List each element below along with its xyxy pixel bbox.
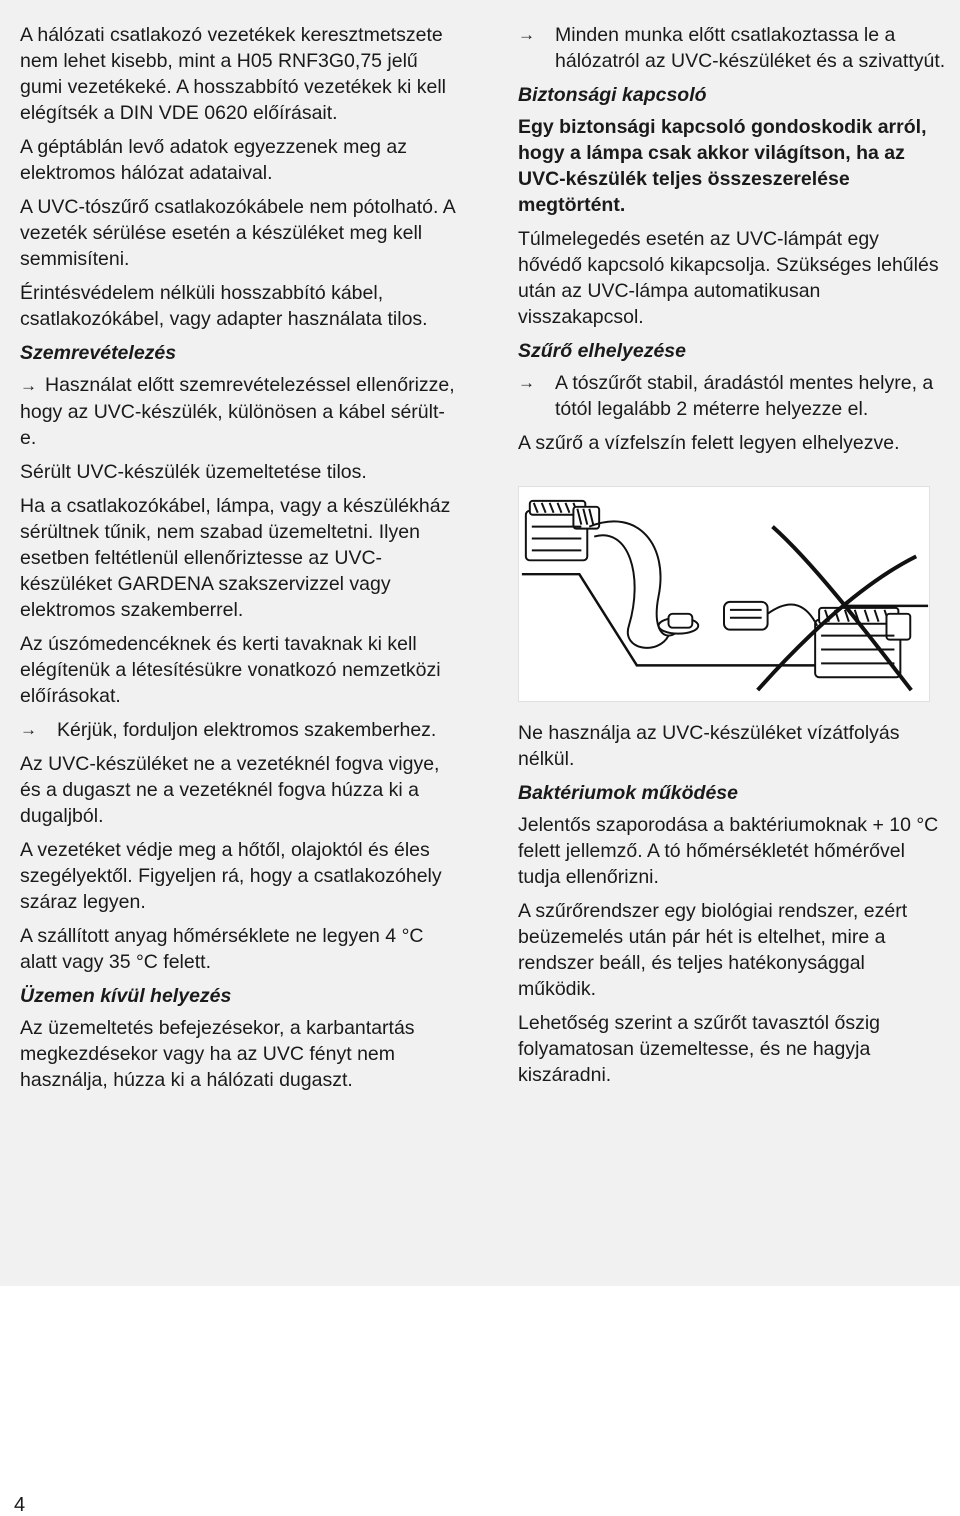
paragraph-safety-switch: Egy biztonsági kapcsoló gondoskodik arról, hogy a lámpa csak akkor világítson, ha az UVC-készülék teljes összeszerelése megtörtént. (518, 116, 927, 216)
heading-visual-inspection: Szemrevételezés (20, 342, 177, 364)
bullet-text: A tószűrőt stabil, áradástól mentes helyre, a tótól legalább 2 méterre helyezze el. (555, 372, 934, 420)
arrow-right-icon: → (518, 25, 535, 44)
paragraph-continuous-operation: Lehetőség szerint a szűrőt tavasztól őszig folyamatosan üzemeltesse, és ne hagyja kiszáradni. (518, 1012, 881, 1086)
filter-placement-drawing (519, 487, 929, 701)
bullet-contact-electrician (20, 717, 460, 743)
paragraph-media-temperature: A szállított anyag hőmérséklete ne legyen 4 °C alatt vagy 35 °C felett. (20, 925, 424, 973)
heading-filter-placement: Szűrő elhelyezése (518, 340, 686, 362)
arrow-right-icon: → (20, 720, 37, 739)
paragraph-cable-not-replaceable: A UVC-tószűrő csatlakozókábele nem pótolható. A vezeték sérülése esetén a készüléket meg kell semmisíteni. (20, 196, 455, 270)
filter-placement-illustration (518, 486, 930, 702)
paragraph-do-not-carry-by-cable: Az UVC-készüléket ne a vezetéknél fogva vigye, és a dugaszt ne a vezetéknél fogva húzza ki a dugaljból. (20, 753, 440, 827)
paragraph-overheat: Túlmelegedés esetén az UVC-lámpát egy hővédő kapcsoló kikapcsolja. Szükséges lehűlés után az UVC-lámpa automatikusan visszakapcsol. (518, 228, 939, 328)
heading-decommissioning: Üzemen kívül helyezés (20, 985, 232, 1007)
right-column (518, 22, 948, 1096)
paragraph-pool-regulations: Az úszómedencéknek és kerti tavaknak ki kell elégítenük a létesítésükre vonatkozó nemzetközi előírásokat. (20, 633, 441, 707)
bullet-text: Minden munka előtt csatlakoztassa le a hálózatról az UVC-készüléket és a szivattyút. (555, 24, 946, 72)
paragraph-no-unprotected-extension: Érintésvédelem nélküli hosszabbító kábel, csatlakozókábel, vagy adapter használata tilos. (20, 282, 428, 330)
pump-right (724, 602, 768, 630)
left-column (20, 22, 460, 1101)
paragraph-above-water-level: A szűrő a vízfelszín felett legyen elhelyezve. (518, 432, 900, 454)
bullet-text: Használat előtt szemrevételezéssel ellenőrizze, hogy az UVC-készülék, különösen a kábel sérült-e. (20, 374, 455, 449)
paragraph-rating-plate: A géptáblán levő adatok egyezzenek meg az elektromos hálózat adataival. (20, 136, 408, 184)
paragraph-bacteria-temperature: Jelentős szaporodása a baktériumoknak + 10 °C felett jellemző. A tó hőmérsékletét hőmérővel tudja ellenőrizni. (518, 814, 939, 888)
heading-safety-switch: Biztonsági kapcsoló (518, 84, 707, 106)
bullet-text: Kérjük, forduljon elektromos szakemberhez. (57, 719, 437, 741)
paragraph-damaged-parts: Ha a csatlakozókábel, lámpa, vagy a készülékház sérültnek tűnik, nem szabad üzemeltetni. Ilyen esetben feltétlenül ellenőriztesse az UVC-készüléket GARDENA szakszervizzel vagy elektromos szakemberrel. (20, 495, 451, 621)
arrow-right-icon: → (20, 376, 37, 395)
bullet-inspect-before-use (20, 372, 460, 451)
heading-bacteria: Baktériumok működése (518, 782, 738, 804)
paragraph-unplug: Az üzemeltetés befejezésekor, a karbantartás megkezdésekor vagy ha az UVC fényt nem használja, húzza ki a hálózati dugaszt. (20, 1017, 415, 1091)
page-number: 4 (14, 1494, 26, 1516)
paragraph-damaged-device: Sérült UVC-készülék üzemeltetése tilos. (20, 461, 367, 483)
arrow-right-icon: → (518, 373, 535, 392)
paragraph-cable-cross-section: A hálózati csatlakozó vezetékek keresztmetszete nem lehet kisebb, mint a H05 RNF3G0,75 jelű gumi vezetékeké. A hosszabbító vezetékek ki kell elégítsék a DIN VDE 0620 előírásait. (20, 24, 446, 124)
bullet-disconnect-before-work (518, 22, 948, 74)
bullet-place-filter (518, 370, 948, 422)
paragraph-biological-system: A szűrőrendszer egy biológiai rendszer, ezért beüzemelés után pár hét is eltelhet, mire a rendszer beáll, és teljes hatékonysággal működik. (518, 900, 908, 1000)
paragraph-protect-cable: A vezetéket védje meg a hőtől, olajoktól és éles szegélyektől. Figyeljen rá, hogy a csatlakozóhely száraz legyen. (20, 839, 442, 913)
paragraph-no-dry-run: Ne használja az UVC-készüléket vízátfolyás nélkül. (518, 722, 900, 770)
